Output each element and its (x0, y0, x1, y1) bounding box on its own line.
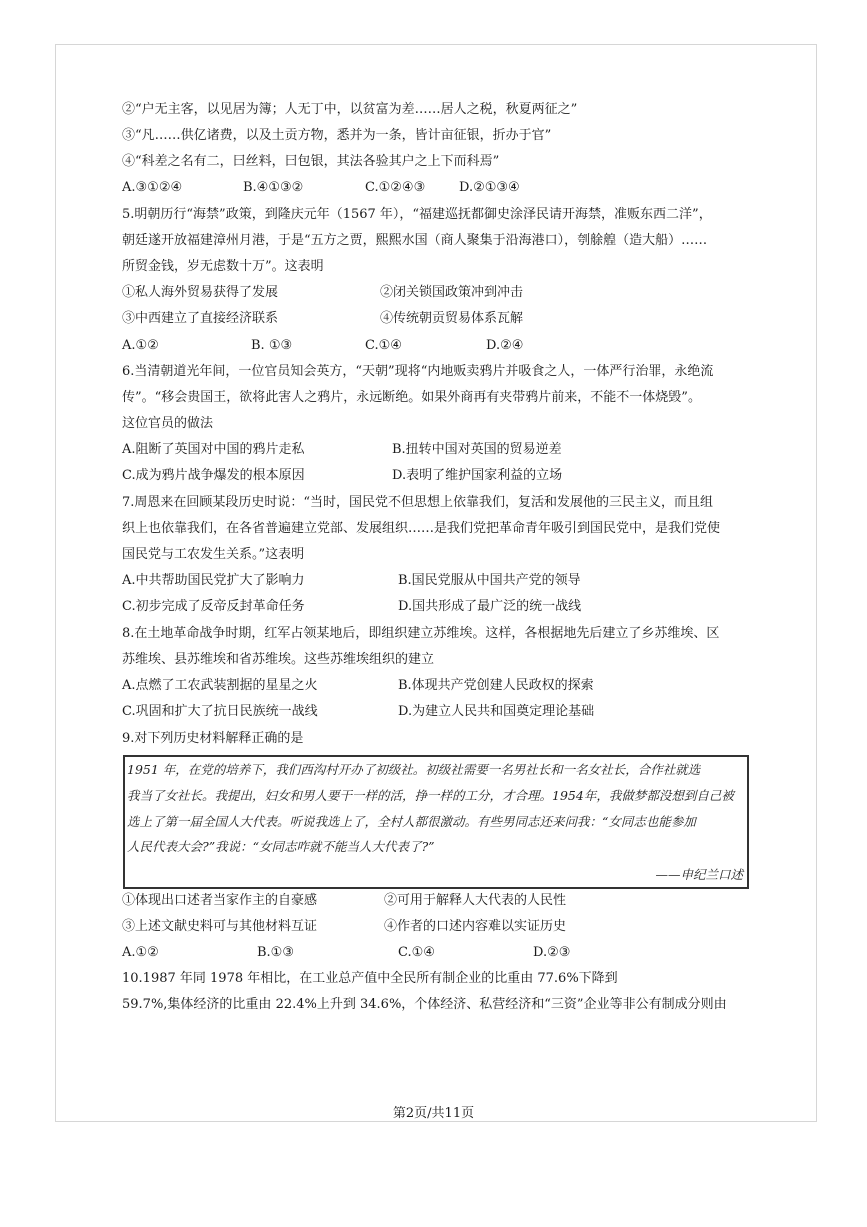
q9-choice-b: B.①③ (257, 945, 294, 960)
q3-option-3: ③“凡……供亿诸费，以及土贡方物，悉并为一条，皆计亩征银，折办于官” (122, 128, 552, 143)
q4-choice-a: A.③①②④ (122, 180, 183, 195)
q9-stem: 9.对下列历史材料解释正确的是 (122, 731, 304, 746)
q9-statement-4: ④作者的口述内容难以实证历史 (384, 919, 567, 934)
q8-choice-c: C.巩固和扩大了抗日民族统一战线 (122, 704, 318, 719)
q7-choice-c: C.初步完成了反帝反封革命任务 (122, 599, 305, 614)
q6-choice-a: A.阻断了英国对中国的鸦片走私 (122, 442, 305, 457)
q6-choice-d: D.表明了维护国家利益的立场 (392, 468, 563, 483)
q5-statement-1: ①私人海外贸易获得了发展 (122, 285, 279, 300)
q5-stem-line2: 朝廷遂开放福建漳州月港，于是“五方之贾，熙熙水国（商人聚集于沿海港口），刳艅艎（造大船）…… (122, 233, 708, 248)
q5-stem-line3: 所贸金钱，岁无虑数十万”。这表明 (122, 259, 324, 274)
page-number: 第2页/共11页 (392, 1106, 475, 1121)
q4-choice-c: C.①②④③ (365, 180, 426, 195)
q5-choice-d: D.②④ (486, 338, 524, 353)
quote-attribution: ——申纪兰口述 (655, 867, 743, 882)
q7-choice-d: D.国共形成了最广泛的统一战线 (398, 599, 582, 614)
q10-stem-line1: 10.1987 年同 1978 年相比，在工业总产值中全民所有制企业的比重由 77.6%下降到 (122, 971, 618, 986)
q7-stem-line1: 7.周恩来在回顾某段历史时说：“当时，国民党不但思想上依靠我们，复活和发展他的三民主义，而且组 (122, 495, 714, 510)
q8-choice-a: A.点燃了工农武装割据的星星之火 (122, 678, 318, 693)
q9-statement-3: ③上述文献史料可与其他材料互证 (122, 919, 318, 934)
q6-stem-line3: 这位官员的做法 (122, 416, 214, 431)
q6-choice-b: B.扭转中国对英国的贸易逆差 (392, 442, 562, 457)
quote-line-1: 1951 年，在党的培养下，我们西沟村开办了初级社。初级社需要一名男社长和一名女社长，合作社就选 (127, 762, 701, 777)
q8-stem-line1: 8.在土地革命战争时期，红军占领某地后，即组织建立苏维埃。这样，各根据地先后建立了乡苏维埃、区 (122, 626, 720, 641)
q8-choice-d: D.为建立人民共和国奠定理论基础 (398, 704, 595, 719)
q9-choice-d: D.②③ (533, 945, 571, 960)
q9-choice-a: A.①② (122, 945, 159, 960)
q7-stem-line3: 国民党与工农发生关系。”这表明 (122, 547, 305, 562)
q5-choice-c: C.①④ (365, 338, 402, 353)
quote-line-4: 人民代表大会?”我说：“女同志咋就不能当人大代表了?” (127, 839, 435, 854)
q9-statement-1: ①体现出口述者当家作主的自豪感 (122, 893, 318, 908)
quote-line-2: 我当了女社长。我提出，妇女和男人要干一样的活，挣一样的工分，才合理。1954年，我做梦都没想到自己被 (127, 788, 734, 803)
q5-choice-b: B. ①③ (251, 338, 293, 353)
q5-statement-3: ③中西建立了直接经济联系 (122, 311, 279, 326)
q7-choice-a: A.中共帮助国民党扩大了影响力 (122, 573, 305, 588)
q10-stem-line2: 59.7%,集体经济的比重由 22.4%上升到 34.6%，个体经济、私营经济和“三资”企业等非公有制成分则由 (122, 997, 727, 1012)
q3-option-2: ②“户无主客，以见居为簿；人无丁中，以贫富为差……居人之税，秋夏两征之” (122, 102, 578, 117)
quote-line-3: 选上了第一届全国人大代表。听说我选上了，全村人都很激动。有些男同志还来问我：“女同志也能参加 (127, 814, 696, 829)
q4-choice-d: D.②①③④ (459, 180, 520, 195)
q8-choice-b: B.体现共产党创建人民政权的探索 (398, 678, 594, 693)
q8-stem-line2: 苏维埃、县苏维埃和省苏维埃。这些苏维埃组织的建立 (122, 652, 435, 667)
q6-stem-line1: 6.当清朝道光年间，一位官员知会英方，“天朝”现将“内地贩卖鸦片并吸食之人，一体严行治罪，永绝流 (122, 364, 714, 379)
q9-statement-2: ②可用于解释人大代表的人民性 (384, 893, 567, 908)
q6-choice-c: C.成为鸦片战争爆发的根本原因 (122, 468, 305, 483)
q5-stem-line1: 5.明朝历行“海禁”政策，到隆庆元年（1567 年），“福建巡抚都御史涂泽民请开海禁，准贩东西二洋”， (122, 207, 712, 222)
q5-choice-a: A.①② (122, 338, 159, 353)
q9-choice-c: C.①④ (398, 945, 435, 960)
q3-option-4: ④“科差之名有二，曰丝料，曰包银，其法各验其户之上下而科焉” (122, 154, 500, 169)
q7-stem-line2: 织上也依靠我们，在各省普遍建立党部、发展组织……是我们党把革命青年吸引到国民党中，是我们党使 (122, 521, 721, 536)
q9-source-material-box (123, 755, 749, 889)
q5-statement-4: ④传统朝贡贸易体系瓦解 (380, 311, 524, 326)
q6-stem-line2: 传”。“移会贵国王，欲将此害人之鸦片，永远断绝。如果外商再有夹带鸦片前来，不能不一体烧毁”。 (122, 390, 701, 405)
q4-choice-b: B.④①③② (243, 180, 304, 195)
q7-choice-b: B.国民党服从中国共产党的领导 (398, 573, 581, 588)
q5-statement-2: ②闭关锁国政策冲到冲击 (380, 285, 524, 300)
